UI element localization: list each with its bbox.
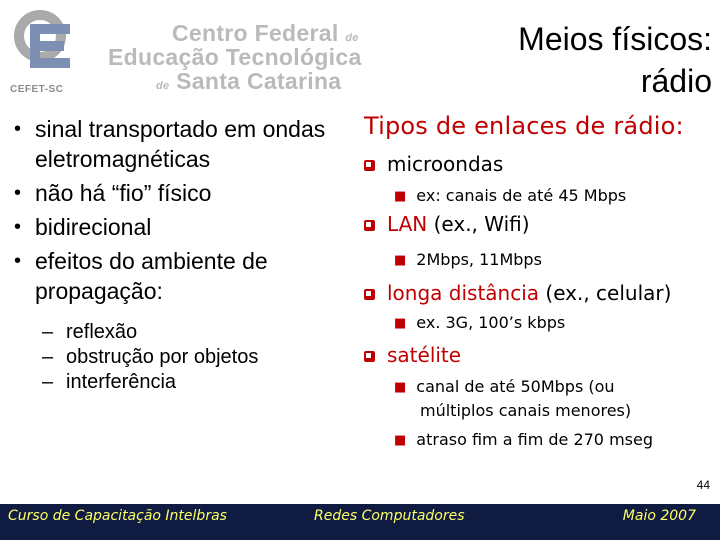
sub-bullet-text: obstrução por objetos	[66, 346, 259, 368]
slide-title-line-2: rádio	[640, 63, 712, 99]
link-type-detail	[394, 186, 626, 205]
slide-title	[412, 18, 712, 102]
left-bullet-list	[14, 114, 354, 395]
bullet-item: • efeitos do ambiente de propagação:	[14, 248, 268, 304]
checkbox-bullet-icon	[364, 351, 375, 362]
sub-bullet-item: – obstrução por objetos	[42, 346, 259, 368]
link-type-item	[364, 343, 461, 367]
logo-line-1-small: de	[345, 32, 359, 44]
bullet-text: bidirecional	[35, 214, 152, 240]
bullet-text: não há “fio” físico	[35, 180, 212, 206]
bullet-item: • não há “fio” físico	[14, 180, 212, 206]
link-type-label-highlight: LAN	[387, 212, 428, 236]
link-type-detail-continued: múltiplos canais menores)	[420, 401, 632, 420]
logo-line-3-small: de	[156, 80, 170, 92]
link-type-item	[364, 212, 530, 236]
bullet-item: • bidirecional	[14, 214, 152, 240]
link-type-label-highlight: satélite	[387, 343, 462, 367]
m-bullet-icon: ■	[394, 316, 407, 331]
link-type-label-rest: (ex., Wifi)	[427, 212, 530, 236]
sub-bullet-list	[14, 320, 354, 395]
link-type-detail	[394, 377, 615, 396]
logo-line-1	[172, 20, 359, 47]
detail-text: canal de até 50Mbps (ou	[416, 377, 615, 396]
detail-text: ex. 3G, 100’s kbps	[416, 313, 566, 332]
sub-bullet-text: interferência	[66, 371, 177, 393]
logo-line-3	[156, 68, 341, 95]
detail-text: atraso fim a fim de 270 mseg	[416, 430, 653, 449]
link-type-item	[364, 152, 503, 176]
logo-e-icon	[26, 24, 70, 68]
sub-bullet-text: reflexão	[66, 321, 138, 343]
footer-subject: Redes Computadores	[314, 508, 465, 524]
m-bullet-icon: ■	[394, 189, 407, 204]
m-bullet-icon: ■	[394, 433, 407, 448]
logo-caption: CEFET-SC	[10, 84, 64, 95]
link-type-label: microondas	[387, 152, 504, 176]
logo-line-1-text: Centro Federal	[172, 20, 339, 46]
logo-line-2: Educação Tecnológica	[108, 44, 362, 70]
link-type-label-rest: (ex., celular)	[539, 281, 672, 305]
link-type-detail	[394, 430, 653, 449]
footer-date: Maio 2007	[622, 508, 696, 524]
checkbox-bullet-icon	[364, 160, 375, 171]
checkbox-bullet-icon	[364, 220, 375, 231]
bullet-text: efeitos do ambiente de propagação:	[35, 248, 268, 304]
slide-title-line-1: Meios físicos:	[518, 21, 712, 57]
link-type-label-highlight: longa distância	[387, 281, 540, 305]
radio-links-heading: Tipos de enlaces de rádio:	[364, 112, 684, 140]
link-type-detail	[394, 250, 542, 269]
checkbox-bullet-icon	[364, 289, 375, 300]
logo-line-3-text: Santa Catarina	[176, 68, 342, 94]
institution-logo	[4, 4, 362, 96]
m-bullet-icon: ■	[394, 380, 407, 395]
detail-text: 2Mbps, 11Mbps	[416, 250, 542, 269]
detail-text: ex: canais de até 45 Mbps	[416, 186, 627, 205]
m-bullet-icon: ■	[394, 253, 407, 268]
link-type-item	[364, 281, 671, 305]
footer-course: Curso de Capacitação Intelbras	[8, 508, 227, 524]
link-type-detail	[394, 313, 565, 332]
sub-bullet-item: – reflexão	[42, 321, 138, 343]
bullet-item: • sinal transportado em ondas eletromagnéticas	[14, 116, 326, 172]
bullet-text: sinal transportado em ondas eletromagnéticas	[35, 116, 326, 172]
page-number: 44	[696, 478, 710, 492]
sub-bullet-item: – interferência	[42, 371, 177, 393]
